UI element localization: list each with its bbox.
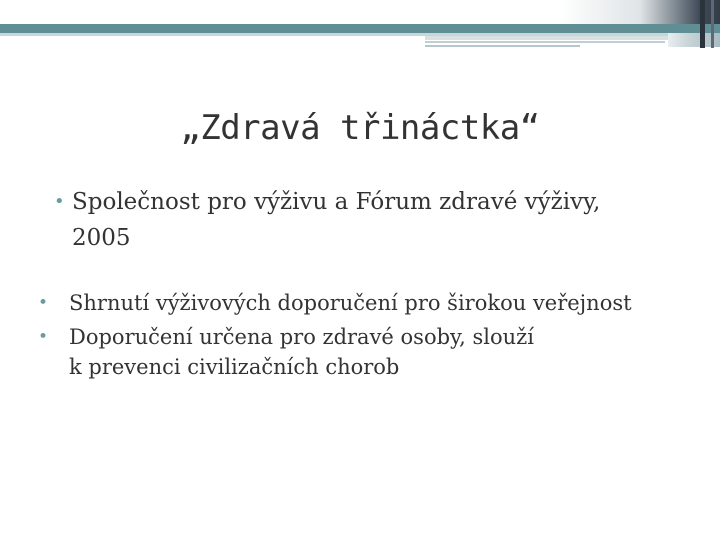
bullet-icon: • [38,293,49,313]
bullet-item [54,184,694,256]
bullet-text-continued: 2005 [72,225,131,251]
bullet-item [38,322,708,382]
header-decoration-stripe [711,0,714,48]
bullet-text: Shrnutí výživových doporučení pro širokou veřejnost [69,291,632,315]
bullet-icon: • [54,191,65,212]
header-decoration-line [425,41,665,43]
header-decoration-stripe [700,0,705,48]
bullet-text: Doporučení určena pro zdravé osoby, slouží [69,325,534,349]
header-decoration-line [425,45,580,47]
bullet-text-continued: k prevenci civilizačních chorob [69,355,400,379]
slide-title: „Zdravá třináctka“ [180,108,540,148]
bullet-icon: • [38,327,49,347]
bullet-item [38,288,708,318]
header-decoration-teal [0,24,720,33]
header-decoration-top [0,0,720,24]
bullet-text: Společnost pro výživu a Fórum zdravé výživy, [72,189,601,215]
